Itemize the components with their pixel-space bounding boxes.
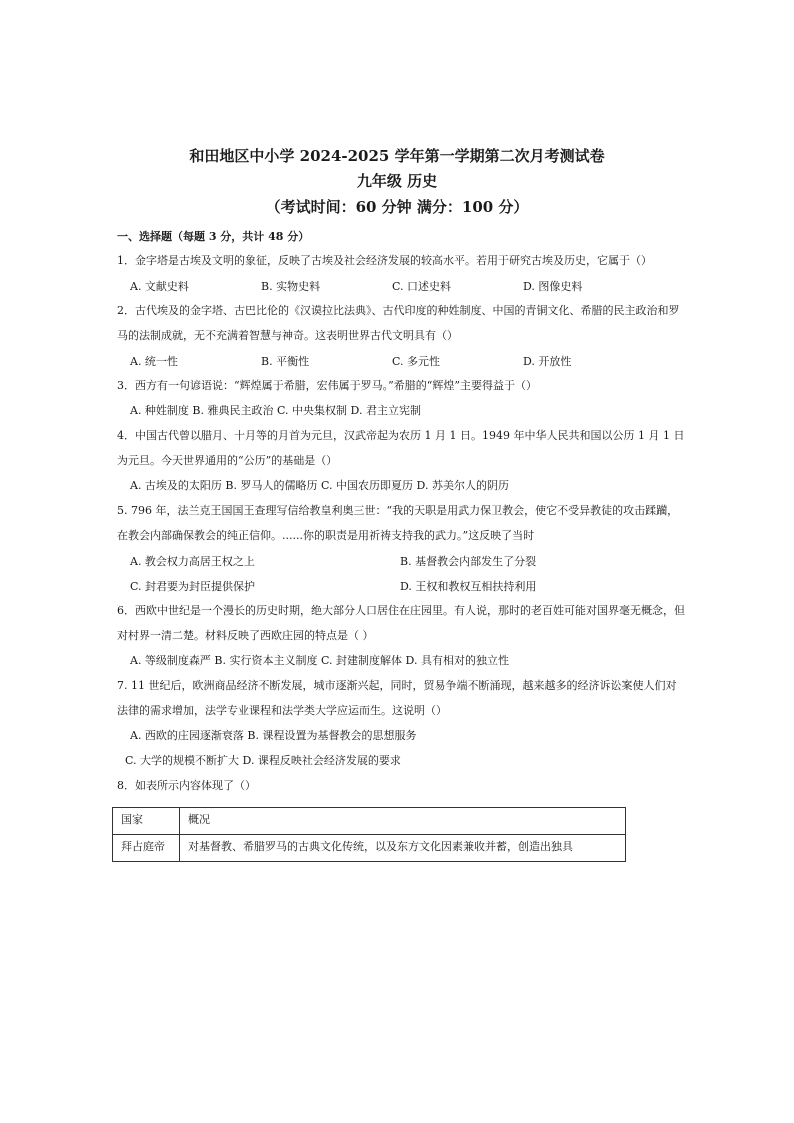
question-3 <box>117 373 687 423</box>
question-stem: 7. 11 世纪后，欧洲商品经济不断发展，城市逐渐兴起，同时，贸易争端不断涌现，越来越多的经济诉讼案使人们对法律的需求增加，法学专业课程和法学类大学应运而生。这说明（） <box>117 679 677 717</box>
info-table <box>112 807 626 862</box>
option-c: C. 多元性 <box>392 354 441 368</box>
question-options-row-1: A. 西欧的庄园逐渐衰落 B. 课程设置为基督教会的思想服务 <box>130 729 417 742</box>
question-options-row-1 <box>117 548 687 573</box>
option-a: A. 统一性 <box>130 354 178 368</box>
question-stem: 5. 796 年，法兰克王国国王查理写信给教皇利奥三世：“我的天职是用武力保卫教会，使它不受异教徒的攻击蹂躏，在教会内部确保教会的纯正信仰。......你的职责是用祈祷支持我的武力。”这反映了当时 <box>117 504 679 542</box>
table-row <box>113 835 626 862</box>
question-5 <box>117 498 687 598</box>
question-1 <box>117 248 687 298</box>
table-header-cell: 概况 <box>180 808 626 835</box>
grade-subject: 九年级 历史 <box>356 172 438 190</box>
option-a: A. 文献史料 <box>130 279 189 293</box>
question-options: A. 种姓制度 B. 雅典民主政治 C. 中央集权制 D. 君主立宪制 <box>130 404 421 417</box>
question-options-row-2 <box>117 573 687 598</box>
question-options: A. 古埃及的太阳历 B. 罗马人的儒略历 C. 中国农历即夏历 D. 苏美尔人的阴历 <box>130 479 509 492</box>
question-stem: 3．西方有一句谚语说：“辉煌属于希腊，宏伟属于罗马。”希腊的“辉煌”主要得益于（） <box>117 379 537 392</box>
question-7 <box>117 673 687 773</box>
question-options-row-2: C. 大学的规模不断扩大 D. 课程反映社会经济发展的要求 <box>125 754 401 767</box>
table-header-row <box>113 808 626 835</box>
question-stem: 2．古代埃及的金字塔、古巴比伦的《汉谟拉比法典》、古代印度的种姓制度、中国的青铜文化、希腊的民主政治和罗马的法制成就，无不充满着智慧与神奇。这表明世界古代文明具有（） <box>117 304 680 342</box>
table-header-cell: 国家 <box>113 808 180 835</box>
question-6 <box>117 598 687 673</box>
section-heading: 一、选择题（每题 3 分，共计 48 分） <box>117 230 310 243</box>
option-b: B. 基督教会内部发生了分裂 <box>400 554 537 568</box>
option-d: D. 开放性 <box>523 354 572 368</box>
exam-time-info: （考试时间：60 分钟 满分：100 分） <box>265 198 529 216</box>
exam-body <box>117 230 687 862</box>
table-cell: 对基督教、希腊罗马的古典文化传统，以及东方文化因素兼收并蓄，创造出独具 <box>180 835 626 862</box>
option-a: A. 教会权力高居王权之上 <box>130 554 255 568</box>
exam-title: 和田地区中小学 2024-2025 学年第一学期第二次月考测试卷 <box>189 147 605 165</box>
option-c: C. 口述史料 <box>392 279 452 293</box>
question-stem: 8．如表所示内容体现了（） <box>117 779 256 792</box>
question-options <box>117 273 687 298</box>
question-8 <box>117 773 687 862</box>
table-cell: 拜占庭帝 <box>113 835 180 862</box>
question-options <box>117 348 687 373</box>
option-b: B. 实物史料 <box>261 279 321 293</box>
question-4 <box>117 423 687 498</box>
question-stem: 6．西欧中世纪是一个漫长的历史时期，绝大部分人口居住在庄园里。有人说，那时的老百姓可能对国界毫无概念，但对村界一清二楚。材料反映了西欧庄园的特点是（ ） <box>117 604 685 642</box>
option-d: D. 王权和教权互相扶持利用 <box>400 579 537 593</box>
question-stem: 4．中国古代曾以腊月、十月等的月首为元旦，汉武帝起为农历 1 月 1 日。1949 年中华人民共和国以公历 1 月 1 日为元旦。今天世界通用的“公历”的基础是（） <box>117 429 685 467</box>
question-options: A. 等级制度森严 B. 实行资本主义制度 C. 封建制度解体 D. 具有相对的独立性 <box>130 654 509 667</box>
option-b: B. 平衡性 <box>261 354 310 368</box>
question-stem: 1．金字塔是古埃及文明的象征，反映了古埃及社会经济发展的较高水平。若用于研究古埃及历史，它属于（） <box>117 254 652 267</box>
exam-header <box>0 146 794 217</box>
question-2 <box>117 298 687 373</box>
option-c: C. 封君要为封臣提供保护 <box>130 579 256 593</box>
option-d: D. 图像史料 <box>523 279 583 293</box>
